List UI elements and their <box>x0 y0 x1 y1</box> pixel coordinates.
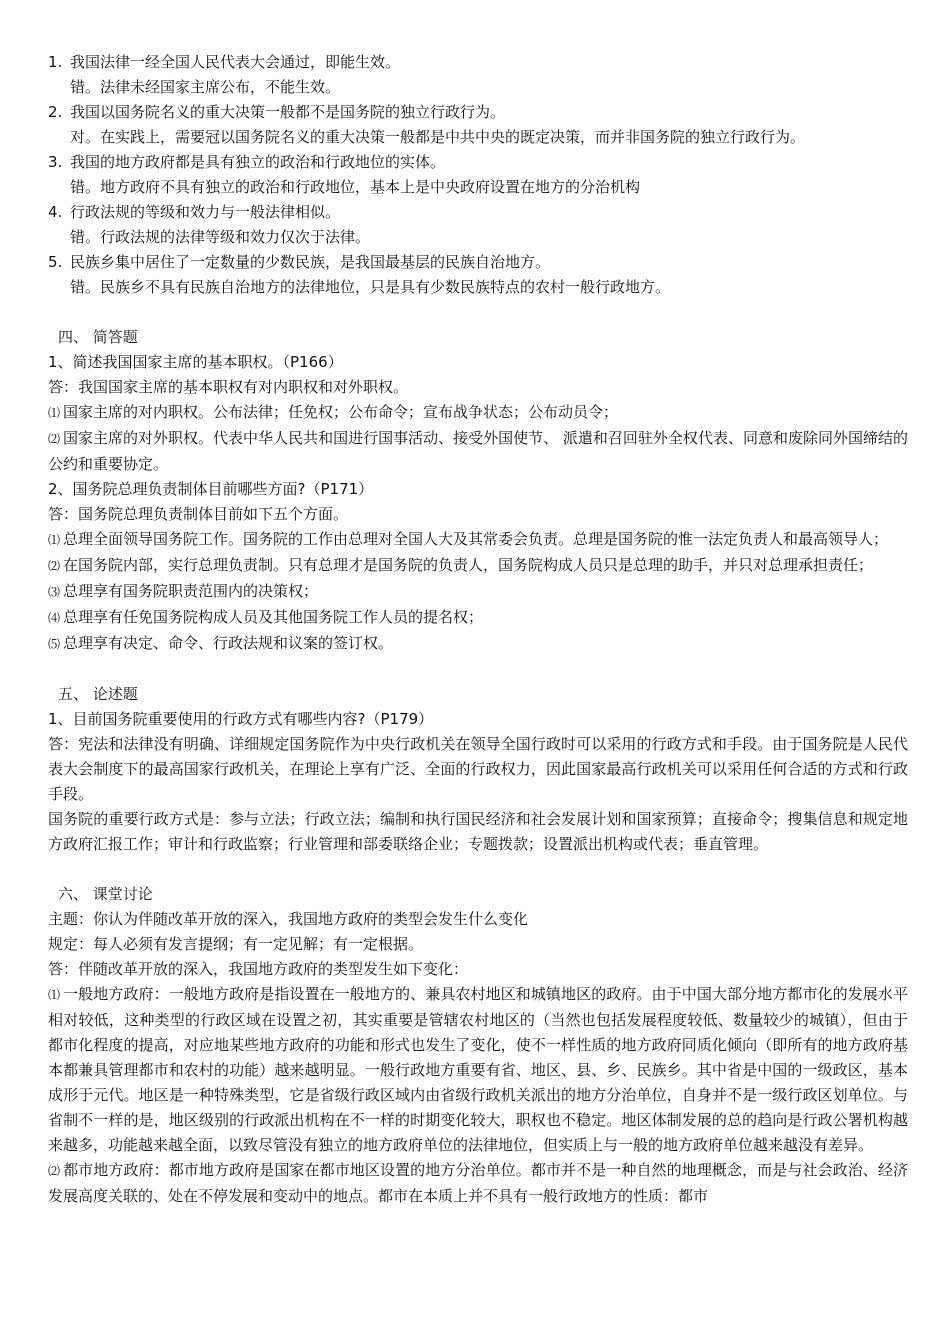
point-text: 总理享有国务院职责范围内的决策权； <box>63 582 319 600</box>
item-number: 3. <box>48 153 63 171</box>
tf-statement: 我国法律一经全国人民代表大会通过，即能生效。 <box>70 53 401 71</box>
answer-paragraph: 国务院的重要行政方式是：参与立法；行政立法；编制和执行国民经济和社会发展计划和国家预算；直接命令；搜集信息和规定地方政府汇报工作；审计和行政监察；行业管理和部委联络企业；专题拨款；设置派出机构或代表；垂直管理。 <box>48 810 908 853</box>
tf-statement: 我国以国务院名义的重大决策一般都不是国务院的独立行政行为。 <box>70 103 506 121</box>
section-short-answer <box>48 325 908 657</box>
point-marker: ⑵ <box>48 1164 61 1178</box>
item-number: 1. <box>48 53 63 71</box>
discussion-rule: 规定：每人必须有发言提纲；有一定见解；有一定根据。 <box>48 935 424 953</box>
tf-statement: 民族乡集中居住了一定数量的少数民族，是我国最基层的民族自治地方。 <box>70 253 551 271</box>
discussion-topic: 主题：你认为伴随改革开放的深入，我国地方政府的类型会发生什么变化 <box>48 910 529 928</box>
answer-point <box>48 1158 908 1209</box>
tf-item-1 <box>48 50 908 100</box>
answer-point <box>48 631 908 657</box>
point-marker: ⑶ <box>48 585 61 599</box>
tf-answer: 错。法律未经国家主席公布，不能生效。 <box>70 78 341 96</box>
point-marker: ⑵ <box>48 559 61 573</box>
answer-point <box>48 400 908 426</box>
point-text: 总理享有决定、命令、行政法规和议案的签订权。 <box>63 634 394 652</box>
tf-answer: 错。地方政府不具有独立的政治和行政地位，基本上是中央政府设置在地方的分治机构 <box>70 178 641 196</box>
question-title: 1、简述我国国家主席的基本职权。（P166） <box>48 353 343 371</box>
point-text: 国家主席的对内职权。公布法律；任免权；公布命令；宣布战争状态；公布动员令； <box>63 403 619 421</box>
document-page <box>48 50 908 1209</box>
point-text: 国家主席的对外职权。代表中华人民共和国进行国事活动、接受外国使节、 派遣和召回驻外全权代表、同意和废除同外国缔结的公约和重要协定。 <box>48 429 908 473</box>
tf-item-5 <box>48 250 908 300</box>
answer-point <box>48 605 908 631</box>
section-heading: 五、 论述题 <box>58 685 138 703</box>
tf-item-2 <box>48 100 908 150</box>
section-heading: 六、 课堂讨论 <box>58 885 153 903</box>
answer-point <box>48 426 908 477</box>
point-text: 总理享有任免国务院构成人员及其他国务院工作人员的提名权； <box>63 608 484 626</box>
tf-answer: 错。民族乡不具有民族自治地方的法律地位，只是具有少数民族特点的农村一般行政地方。 <box>70 278 671 296</box>
section-essay <box>48 682 908 857</box>
answer-point <box>48 553 908 579</box>
answer-point <box>48 982 908 1158</box>
point-marker: ⑴ <box>48 406 61 420</box>
point-marker: ⑴ <box>48 988 61 1002</box>
tf-statement: 我国的地方政府都是具有独立的政治和行政地位的实体。 <box>70 153 446 171</box>
item-number: 5. <box>48 253 63 271</box>
answer-intro: 答：国务院总理负责制体目前如下五个方面。 <box>48 505 349 523</box>
section-class-discussion <box>48 882 908 1209</box>
point-text: 一般地方政府：一般地方政府是指设置在一般地方的、兼具农村地区和城镇地区的政府。由于中国大部分地方都市化的发展水平相对较低，这种类型的行政区域在设置之初，其实重要是管辖农村地区的（当然也包括发展程度较低、数量较少的城镇），但由于都市化程度的提高，对应地某些地方政府的功能和形式也发生了变化，使不一样性质的地方政府同质化倾向（即所有的地方政府基本都兼具管理都市和农村的功能）越来越明显。一般行政地方重要有省、地区、县、乡、民族乡。其中省是中国的一级政区，基本成形于元代。地区是一种特殊类型，它是省级行政区域内由省级行政机关派出的地方分治单位，自身并不是一级行政区划单位。与省制不一样的是，地区级别的行政派出机构在不一样的时期变化较大，职权也不稳定。地区体制发展的总的趋向是行政公署机构越来越多，功能越来越全面，以致尽管没有独立的地方政府单位的法律地位，但实质上与一般的地方政府单位越来越没有差异。 <box>48 985 908 1154</box>
point-text: 总理全面领导国务院工作。国务院的工作由总理对全国人大及其常委会负责。总理是国务院的惟一法定负责人和最高领导人； <box>63 530 889 548</box>
point-text: 在国务院内部，实行总理负责制。只有总理才是国务院的负责人，国务院构成人员只是总理的助手，并只对总理承担责任； <box>63 556 874 574</box>
answer-point <box>48 527 908 553</box>
point-marker: ⑵ <box>48 432 61 446</box>
true-false-list <box>48 50 908 300</box>
point-marker: ⑸ <box>48 637 61 651</box>
tf-item-3 <box>48 150 908 200</box>
point-marker: ⑴ <box>48 533 61 547</box>
tf-answer: 对。在实践上，需要冠以国务院名义的重大决策一般都是中共中央的既定决策，而并非国务院的独立行政行为。 <box>70 128 806 146</box>
question-title: 2、国务院总理负责制体目前哪些方面?（P171） <box>48 480 374 498</box>
tf-answer: 错。行政法规的法律等级和效力仅次于法律。 <box>70 228 371 246</box>
point-text: 都市地方政府：都市地方政府是国家在都市地区设置的地方分治单位。都市并不是一种自然的地理概念，而是与社会政治、经济发展高度关联的、处在不停发展和变动中的地点。都市在本质上并不具有一般行政地方的性质：都市 <box>48 1161 908 1205</box>
answer-paragraph: 答：宪法和法律没有明确、详细规定国务院作为中央行政机关在领导全国行政时可以采用的行政方式和手段。由于国务院是人民代表大会制度下的最高国家行政机关，在理论上享有广泛、全面的行政权力，因此国家最高行政机关可以采用任何合适的方式和行政手段。 <box>48 735 908 803</box>
answer-intro: 答：我国国家主席的基本职权有对内职权和对外职权。 <box>48 378 409 396</box>
section-heading: 四、 简答题 <box>58 328 138 346</box>
answer-point <box>48 579 908 605</box>
answer-intro: 答：伴随改革开放的深入，我国地方政府的类型发生如下变化： <box>48 960 469 978</box>
question-title: 1、目前国务院重要使用的行政方式有哪些内容?（P179） <box>48 710 434 728</box>
point-marker: ⑷ <box>48 611 61 625</box>
tf-statement: 行政法规的等级和效力与一般法律相似。 <box>70 203 341 221</box>
tf-item-4 <box>48 200 908 250</box>
item-number: 4. <box>48 203 63 221</box>
item-number: 2. <box>48 103 63 121</box>
